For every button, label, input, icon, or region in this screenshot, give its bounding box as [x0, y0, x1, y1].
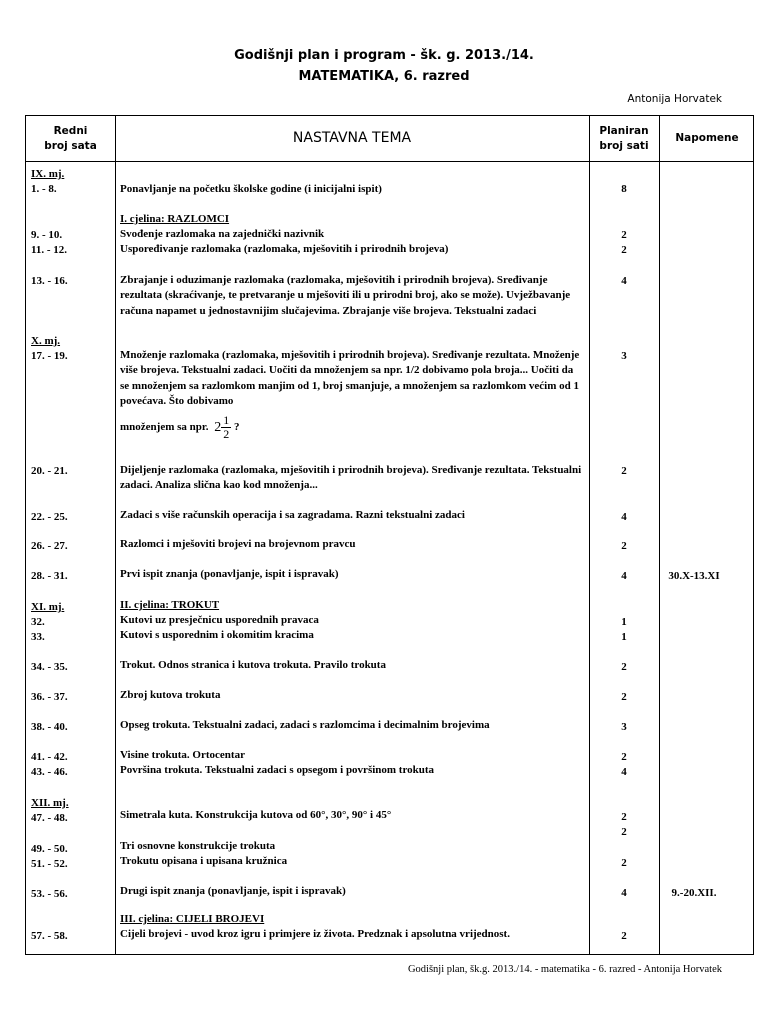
- row-note: 9.-20.XII.: [671, 887, 717, 899]
- row-num: 57. - 58.: [31, 930, 68, 942]
- row-topic: Kutovi s usporednim i okomitim kracima: [120, 629, 314, 641]
- row-num: 38. - 40.: [31, 721, 68, 733]
- row-num: 13. - 16.: [31, 275, 68, 287]
- row-num: 9. - 10.: [31, 229, 63, 241]
- col-header-hours: Planiran broj sati: [599, 124, 649, 152]
- row-num: 33.: [31, 631, 45, 643]
- row-topic: Trokut. Odnos stranica i kutova trokuta. Pravilo trokuta: [120, 659, 386, 671]
- row-num: 20. - 21.: [31, 465, 68, 477]
- row-num: 34. - 35.: [31, 661, 68, 673]
- col-header-topic: NASTAVNA TEMA: [292, 130, 412, 146]
- row-hours: 2: [621, 661, 627, 673]
- month-label: IX. mj.: [31, 168, 65, 180]
- document-title: Godišnji plan i program - šk. g. 2013./14.: [234, 48, 534, 63]
- row-topic: Ponavljanje na početku školske godine (i inicijalni ispit): [120, 183, 382, 195]
- author: Antonija Horvatek: [627, 93, 722, 105]
- row-topic: Drugi ispit znanja (ponavljanje, ispit i ispravak): [120, 885, 346, 897]
- row-hours: 2: [621, 244, 627, 256]
- row-topic: Tri osnovne konstrukcije trokuta: [120, 840, 276, 852]
- row-hours: 4: [621, 887, 627, 899]
- row-hours: 2: [621, 229, 627, 241]
- row-hours: 8: [621, 183, 627, 195]
- row-hours: 4: [621, 766, 627, 778]
- section-heading: III. cjelina: CIJELI BROJEVI: [120, 913, 265, 925]
- row-hours: 1: [621, 631, 627, 643]
- row-topic: Cijeli brojevi - uvod kroz igru i primjere iz života. Predznak i apsolutna vrijednost.: [120, 928, 510, 940]
- row-hours: 1: [621, 616, 627, 628]
- row-topic: Trokutu opisana i upisana kružnica: [120, 855, 288, 867]
- row-topic: Množenje razlomaka (razlomaka, mješovitih i prirodnih brojeva). Sređivanje rezultata. Množenje više brojeva. Tekstualni zadaci. Uočiti da množenjem sa npr. 1/2 dobivamo pola broja... Uočiti da se množenjem sa razlomkom manjim od 1, broj smanjuje, a množenjem sa razlomkom većim od 1 povećava. Što dobivamo: [120, 349, 580, 408]
- row-hours: 2: [621, 691, 627, 703]
- mixed-fraction: 2 $\frac{1}{2}$: [214, 413, 230, 441]
- row-hours: 2: [621, 930, 627, 942]
- row-hours: 3: [621, 721, 627, 733]
- row-topic: Zadaci s više računskih operacija i sa zagradama. Razni tekstualni zadaci: [120, 509, 465, 521]
- month-label: X. mj.: [31, 335, 61, 347]
- row-topic: Razlomci i mješoviti brojevi na brojevnom pravcu: [120, 538, 356, 550]
- row-topic: Uspoređivanje razlomaka (razlomaka, mješovitih i prirodnih brojeva): [120, 243, 449, 255]
- plan-table: [25, 115, 754, 955]
- row-hours: 2: [621, 826, 627, 838]
- row-note: 30.X-13.XI: [668, 570, 720, 582]
- month-label: XI. mj.: [31, 601, 65, 613]
- row-topic: Kutovi uz presječnicu usporednih pravaca: [120, 614, 319, 626]
- row-hours: 2: [621, 811, 627, 823]
- row-num: 22. - 25.: [31, 511, 68, 523]
- row-hours: 4: [621, 511, 627, 523]
- row-topic: Opseg trokuta. Tekstualni zadaci, zadaci s razlomcima i decimalnim brojevima: [120, 719, 490, 731]
- row-num: 11. - 12.: [31, 244, 68, 256]
- section-heading: I. cjelina: RAZLOMCI: [120, 213, 230, 225]
- row-topic: Prvi ispit znanja (ponavljanje, ispit i ispravak): [120, 568, 339, 580]
- row-num: 1. - 8.: [31, 183, 57, 195]
- row-num: 36. - 37.: [31, 691, 68, 703]
- page-footer: Godišnji plan, šk.g. 2013./14. - matematika - 6. razred - Antonija Horvatek: [407, 964, 722, 975]
- row-num: 53. - 56.: [31, 888, 68, 900]
- month-label: XII. mj.: [31, 797, 69, 809]
- row-topic-tail: množenjem sa npr. 2 $\frac{1}{2}$ ?: [120, 413, 240, 441]
- row-num: 17. - 19.: [31, 350, 68, 362]
- col-header-notes: Napomene: [675, 132, 739, 144]
- row-topic: Visine trokuta. Ortocentar: [120, 749, 245, 761]
- row-hours: 4: [621, 570, 627, 582]
- section-heading: II. cjelina: TROKUT: [120, 599, 220, 611]
- row-num: 47. - 48.: [31, 812, 68, 824]
- row-hours: 3: [621, 350, 627, 362]
- row-hours: 2: [621, 465, 627, 477]
- row-topic: Svođenje razlomaka na zajednički nazivnik: [120, 228, 325, 240]
- row-num: 49. - 50.: [31, 843, 68, 855]
- row-hours: 2: [621, 751, 627, 763]
- row-num: 43. - 46.: [31, 766, 68, 778]
- row-topic: Simetrala kuta. Konstrukcija kutova od 60°, 30°, 90° i 45°: [120, 809, 392, 821]
- col-header-num: Redni broj sata: [44, 124, 97, 152]
- row-topic: Zbroj kutova trokuta: [120, 689, 221, 701]
- row-topic: Zbrajanje i oduzimanje razlomaka (razlomaka, mješovitih i prirodnih brojeva). Sređivanje rezultata (skraćivanje, te pretvaranje u mješoviti ili u prirodni broj, ako se može). Uvježbavanje računa napamet u jednostavnijim slučajevima. Zbrajanje više brojeva. Tekstualni zadaci: [120, 274, 571, 317]
- row-hours: 4: [621, 275, 627, 287]
- row-num: 28. - 31.: [31, 570, 68, 582]
- row-topic: Dijeljenje razlomaka (razlomaka, mješovitih i prirodnih brojeva). Sređivanje rezultata. Tekstualni zadaci. Analiza slična kao kod množenja...: [120, 464, 582, 492]
- row-hours: 2: [621, 857, 627, 869]
- row-num: 41. - 42.: [31, 751, 68, 763]
- row-num: 32.: [31, 616, 45, 628]
- row-topic: Površina trokuta. Tekstualni zadaci s opsegom i površinom trokuta: [120, 764, 435, 776]
- document-subtitle: MATEMATIKA, 6. razred: [298, 69, 470, 84]
- row-num: 51. - 52.: [31, 858, 68, 870]
- row-num: 26. - 27.: [31, 540, 68, 552]
- row-hours: 2: [621, 540, 627, 552]
